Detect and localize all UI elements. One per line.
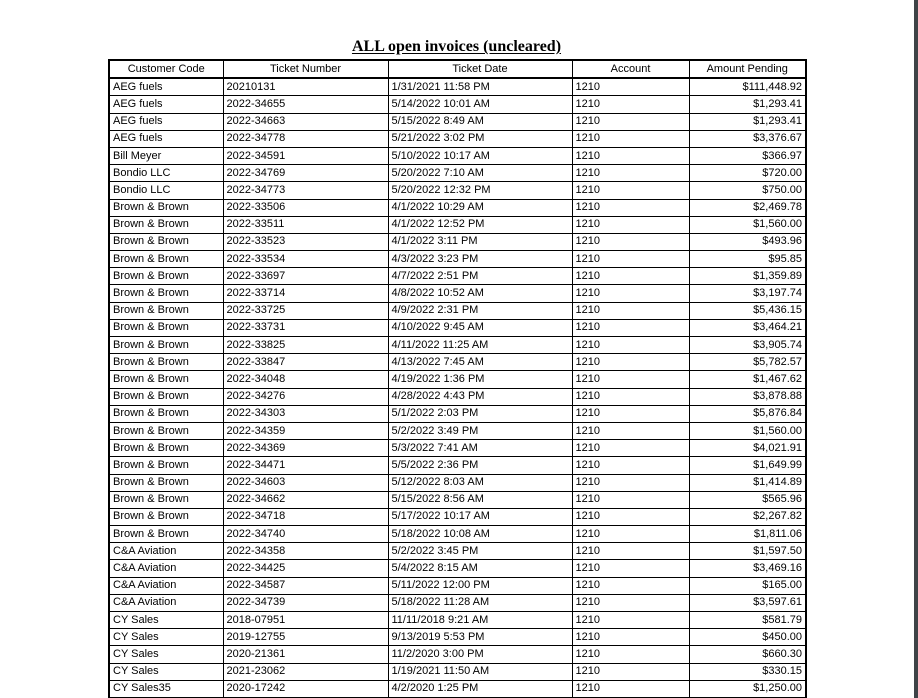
cell-date: 4/8/2022 10:52 AM <box>388 285 572 302</box>
cell-amount: $1,414.89 <box>689 474 806 491</box>
cell-account: 1210 <box>572 268 689 285</box>
table-row <box>109 629 806 646</box>
cell-account: 1210 <box>572 182 689 199</box>
cell-account: 1210 <box>572 388 689 405</box>
cell-ticket: 2022-34276 <box>223 388 388 405</box>
cell-ticket: 2022-34303 <box>223 405 388 422</box>
cell-amount: $5,436.15 <box>689 302 806 319</box>
cell-date: 4/11/2022 11:25 AM <box>388 337 572 354</box>
cell-account: 1210 <box>572 371 689 388</box>
cell-date: 5/17/2022 10:17 AM <box>388 508 572 525</box>
cell-customer: CY Sales35 <box>109 680 223 698</box>
cell-customer: AEG fuels <box>109 78 223 96</box>
cell-ticket: 2022-34663 <box>223 113 388 130</box>
cell-account: 1210 <box>572 233 689 250</box>
cell-amount: $660.30 <box>689 646 806 663</box>
cell-date: 5/10/2022 10:17 AM <box>388 147 572 164</box>
cell-customer: CY Sales <box>109 646 223 663</box>
table-row <box>109 319 806 336</box>
cell-ticket: 2022-34425 <box>223 560 388 577</box>
cell-date: 4/2/2020 1:25 PM <box>388 680 572 698</box>
cell-account: 1210 <box>572 577 689 594</box>
page-title: ALL open invoices (uncleared) <box>351 38 562 55</box>
cell-account: 1210 <box>572 543 689 560</box>
cell-ticket: 2022-34587 <box>223 577 388 594</box>
table-row <box>109 577 806 594</box>
table-row <box>109 508 806 525</box>
cell-account: 1210 <box>572 440 689 457</box>
cell-account: 1210 <box>572 663 689 680</box>
cell-ticket: 2022-34048 <box>223 371 388 388</box>
cell-ticket: 2022-33725 <box>223 302 388 319</box>
table-row <box>109 130 806 147</box>
cell-ticket: 2022-33714 <box>223 285 388 302</box>
table-row <box>109 216 806 233</box>
cell-account: 1210 <box>572 96 689 113</box>
cell-amount: $1,250.00 <box>689 680 806 698</box>
cell-account: 1210 <box>572 337 689 354</box>
cell-ticket: 2018-07951 <box>223 612 388 629</box>
cell-amount: $565.96 <box>689 491 806 508</box>
cell-amount: $1,811.06 <box>689 526 806 543</box>
table-row <box>109 526 806 543</box>
column-header-account: Account <box>572 60 689 78</box>
table-row <box>109 96 806 113</box>
cell-customer: Brown & Brown <box>109 371 223 388</box>
cell-amount: $3,376.67 <box>689 130 806 147</box>
cell-amount: $3,905.74 <box>689 337 806 354</box>
cell-account: 1210 <box>572 594 689 611</box>
cell-account: 1210 <box>572 147 689 164</box>
column-header-amount: Amount Pending <box>689 60 806 78</box>
cell-customer: Brown & Brown <box>109 440 223 457</box>
cell-date: 4/28/2022 4:43 PM <box>388 388 572 405</box>
cell-customer: CY Sales <box>109 612 223 629</box>
cell-customer: C&A Aviation <box>109 560 223 577</box>
cell-ticket: 2022-33847 <box>223 354 388 371</box>
cell-date: 4/1/2022 3:11 PM <box>388 233 572 250</box>
cell-account: 1210 <box>572 560 689 577</box>
cell-ticket: 2020-17242 <box>223 680 388 698</box>
table-row <box>109 78 806 96</box>
table-body <box>109 78 806 698</box>
cell-customer: Bill Meyer <box>109 147 223 164</box>
cell-customer: AEG fuels <box>109 130 223 147</box>
cell-account: 1210 <box>572 216 689 233</box>
table-row <box>109 491 806 508</box>
cell-date: 1/31/2021 11:58 PM <box>388 78 572 96</box>
cell-account: 1210 <box>572 319 689 336</box>
cell-amount: $95.85 <box>689 251 806 268</box>
cell-ticket: 2022-34662 <box>223 491 388 508</box>
cell-ticket: 2020-21361 <box>223 646 388 663</box>
cell-date: 5/5/2022 2:36 PM <box>388 457 572 474</box>
cell-amount: $3,469.16 <box>689 560 806 577</box>
cell-customer: Brown & Brown <box>109 388 223 405</box>
cell-amount: $1,649.99 <box>689 457 806 474</box>
cell-customer: C&A Aviation <box>109 577 223 594</box>
cell-customer: Brown & Brown <box>109 405 223 422</box>
cell-ticket: 2022-33697 <box>223 268 388 285</box>
cell-ticket: 2022-34769 <box>223 165 388 182</box>
cell-date: 4/10/2022 9:45 AM <box>388 319 572 336</box>
cell-ticket: 2019-12755 <box>223 629 388 646</box>
cell-ticket: 2022-34778 <box>223 130 388 147</box>
table-row <box>109 646 806 663</box>
cell-customer: Brown & Brown <box>109 251 223 268</box>
table-row <box>109 268 806 285</box>
cell-customer: AEG fuels <box>109 96 223 113</box>
cell-customer: CY Sales <box>109 629 223 646</box>
cell-date: 4/19/2022 1:36 PM <box>388 371 572 388</box>
cell-account: 1210 <box>572 680 689 698</box>
cell-account: 1210 <box>572 251 689 268</box>
cell-customer: Bondio LLC <box>109 182 223 199</box>
window-right-edge <box>914 0 918 698</box>
cell-date: 5/12/2022 8:03 AM <box>388 474 572 491</box>
cell-account: 1210 <box>572 508 689 525</box>
table-row <box>109 113 806 130</box>
cell-customer: Brown & Brown <box>109 302 223 319</box>
cell-ticket: 2022-34739 <box>223 594 388 611</box>
cell-date: 5/1/2022 2:03 PM <box>388 405 572 422</box>
cell-date: 5/21/2022 3:02 PM <box>388 130 572 147</box>
table-row <box>109 147 806 164</box>
table-row <box>109 302 806 319</box>
column-header-ticket: Ticket Number <box>223 60 388 78</box>
cell-amount: $450.00 <box>689 629 806 646</box>
table-row <box>109 440 806 457</box>
cell-account: 1210 <box>572 612 689 629</box>
cell-account: 1210 <box>572 199 689 216</box>
cell-amount: $720.00 <box>689 165 806 182</box>
cell-date: 5/18/2022 10:08 AM <box>388 526 572 543</box>
table-row <box>109 543 806 560</box>
cell-account: 1210 <box>572 354 689 371</box>
column-header-customer: Customer Code <box>109 60 223 78</box>
cell-amount: $3,597.61 <box>689 594 806 611</box>
cell-date: 5/15/2022 8:49 AM <box>388 113 572 130</box>
cell-amount: $1,293.41 <box>689 113 806 130</box>
table-row <box>109 474 806 491</box>
cell-date: 4/7/2022 2:51 PM <box>388 268 572 285</box>
cell-ticket: 2022-34359 <box>223 422 388 439</box>
cell-amount: $1,560.00 <box>689 422 806 439</box>
cell-account: 1210 <box>572 474 689 491</box>
cell-date: 5/20/2022 7:10 AM <box>388 165 572 182</box>
cell-date: 5/18/2022 11:28 AM <box>388 594 572 611</box>
cell-date: 5/4/2022 8:15 AM <box>388 560 572 577</box>
cell-date: 5/2/2022 3:45 PM <box>388 543 572 560</box>
table-row <box>109 663 806 680</box>
cell-customer: Brown & Brown <box>109 199 223 216</box>
cell-amount: $3,464.21 <box>689 319 806 336</box>
invoices-table <box>108 59 807 698</box>
cell-ticket: 2022-34591 <box>223 147 388 164</box>
cell-date: 4/13/2022 7:45 AM <box>388 354 572 371</box>
cell-account: 1210 <box>572 526 689 543</box>
cell-ticket: 2022-34718 <box>223 508 388 525</box>
table-row <box>109 251 806 268</box>
cell-customer: Brown & Brown <box>109 268 223 285</box>
cell-customer: Brown & Brown <box>109 354 223 371</box>
cell-amount: $4,021.91 <box>689 440 806 457</box>
cell-amount: $1,560.00 <box>689 216 806 233</box>
cell-account: 1210 <box>572 113 689 130</box>
cell-amount: $366.97 <box>689 147 806 164</box>
table-row <box>109 199 806 216</box>
cell-amount: $5,782.57 <box>689 354 806 371</box>
cell-amount: $1,467.62 <box>689 371 806 388</box>
cell-customer: Bondio LLC <box>109 165 223 182</box>
cell-customer: Brown & Brown <box>109 337 223 354</box>
cell-ticket: 2022-33511 <box>223 216 388 233</box>
cell-amount: $111,448.92 <box>689 78 806 96</box>
cell-ticket: 2022-34369 <box>223 440 388 457</box>
cell-ticket: 2022-34655 <box>223 96 388 113</box>
cell-ticket: 2022-34358 <box>223 543 388 560</box>
cell-amount: $3,197.74 <box>689 285 806 302</box>
cell-customer: AEG fuels <box>109 113 223 130</box>
cell-amount: $1,293.41 <box>689 96 806 113</box>
cell-customer: Brown & Brown <box>109 216 223 233</box>
cell-account: 1210 <box>572 457 689 474</box>
cell-amount: $1,359.89 <box>689 268 806 285</box>
cell-ticket: 20210131 <box>223 78 388 96</box>
cell-account: 1210 <box>572 646 689 663</box>
cell-customer: C&A Aviation <box>109 594 223 611</box>
table-row <box>109 182 806 199</box>
table-row <box>109 388 806 405</box>
cell-date: 5/2/2022 3:49 PM <box>388 422 572 439</box>
cell-account: 1210 <box>572 285 689 302</box>
cell-ticket: 2021-23062 <box>223 663 388 680</box>
cell-customer: CY Sales <box>109 663 223 680</box>
cell-customer: Brown & Brown <box>109 491 223 508</box>
table-row <box>109 337 806 354</box>
table-row <box>109 165 806 182</box>
cell-customer: Brown & Brown <box>109 457 223 474</box>
cell-account: 1210 <box>572 422 689 439</box>
table-header-row <box>109 60 806 78</box>
column-header-date: Ticket Date <box>388 60 572 78</box>
cell-customer: Brown & Brown <box>109 474 223 491</box>
cell-amount: $493.96 <box>689 233 806 250</box>
cell-date: 5/20/2022 12:32 PM <box>388 182 572 199</box>
cell-ticket: 2022-34471 <box>223 457 388 474</box>
table-row <box>109 405 806 422</box>
cell-amount: $165.00 <box>689 577 806 594</box>
cell-date: 5/11/2022 12:00 PM <box>388 577 572 594</box>
cell-ticket: 2022-33506 <box>223 199 388 216</box>
cell-account: 1210 <box>572 302 689 319</box>
cell-account: 1210 <box>572 491 689 508</box>
cell-amount: $581.79 <box>689 612 806 629</box>
cell-account: 1210 <box>572 405 689 422</box>
cell-amount: $1,597.50 <box>689 543 806 560</box>
cell-date: 11/2/2020 3:00 PM <box>388 646 572 663</box>
cell-ticket: 2022-34773 <box>223 182 388 199</box>
table-row <box>109 680 806 698</box>
cell-date: 11/11/2018 9:21 AM <box>388 612 572 629</box>
cell-date: 4/3/2022 3:23 PM <box>388 251 572 268</box>
table-row <box>109 612 806 629</box>
cell-ticket: 2022-33825 <box>223 337 388 354</box>
cell-ticket: 2022-33731 <box>223 319 388 336</box>
cell-customer: Brown & Brown <box>109 285 223 302</box>
cell-amount: $330.15 <box>689 663 806 680</box>
table-row <box>109 233 806 250</box>
cell-customer: Brown & Brown <box>109 233 223 250</box>
cell-amount: $750.00 <box>689 182 806 199</box>
cell-date: 1/19/2021 11:50 AM <box>388 663 572 680</box>
table-row <box>109 594 806 611</box>
table-row <box>109 560 806 577</box>
cell-account: 1210 <box>572 165 689 182</box>
cell-ticket: 2022-33534 <box>223 251 388 268</box>
cell-date: 5/3/2022 7:41 AM <box>388 440 572 457</box>
cell-ticket: 2022-33523 <box>223 233 388 250</box>
cell-amount: $3,878.88 <box>689 388 806 405</box>
table-row <box>109 422 806 439</box>
cell-customer: Brown & Brown <box>109 508 223 525</box>
cell-customer: Brown & Brown <box>109 319 223 336</box>
table-row <box>109 354 806 371</box>
cell-customer: C&A Aviation <box>109 543 223 560</box>
table-row <box>109 371 806 388</box>
cell-date: 5/15/2022 8:56 AM <box>388 491 572 508</box>
cell-amount: $2,267.82 <box>689 508 806 525</box>
cell-customer: Brown & Brown <box>109 422 223 439</box>
cell-account: 1210 <box>572 629 689 646</box>
cell-amount: $2,469.78 <box>689 199 806 216</box>
cell-date: 9/13/2019 5:53 PM <box>388 629 572 646</box>
cell-account: 1210 <box>572 78 689 96</box>
cell-date: 4/1/2022 12:52 PM <box>388 216 572 233</box>
cell-date: 5/14/2022 10:01 AM <box>388 96 572 113</box>
cell-amount: $5,876.84 <box>689 405 806 422</box>
cell-account: 1210 <box>572 130 689 147</box>
cell-date: 4/1/2022 10:29 AM <box>388 199 572 216</box>
cell-customer: Brown & Brown <box>109 526 223 543</box>
cell-date: 4/9/2022 2:31 PM <box>388 302 572 319</box>
cell-ticket: 2022-34603 <box>223 474 388 491</box>
table-row <box>109 457 806 474</box>
table-row <box>109 285 806 302</box>
cell-ticket: 2022-34740 <box>223 526 388 543</box>
